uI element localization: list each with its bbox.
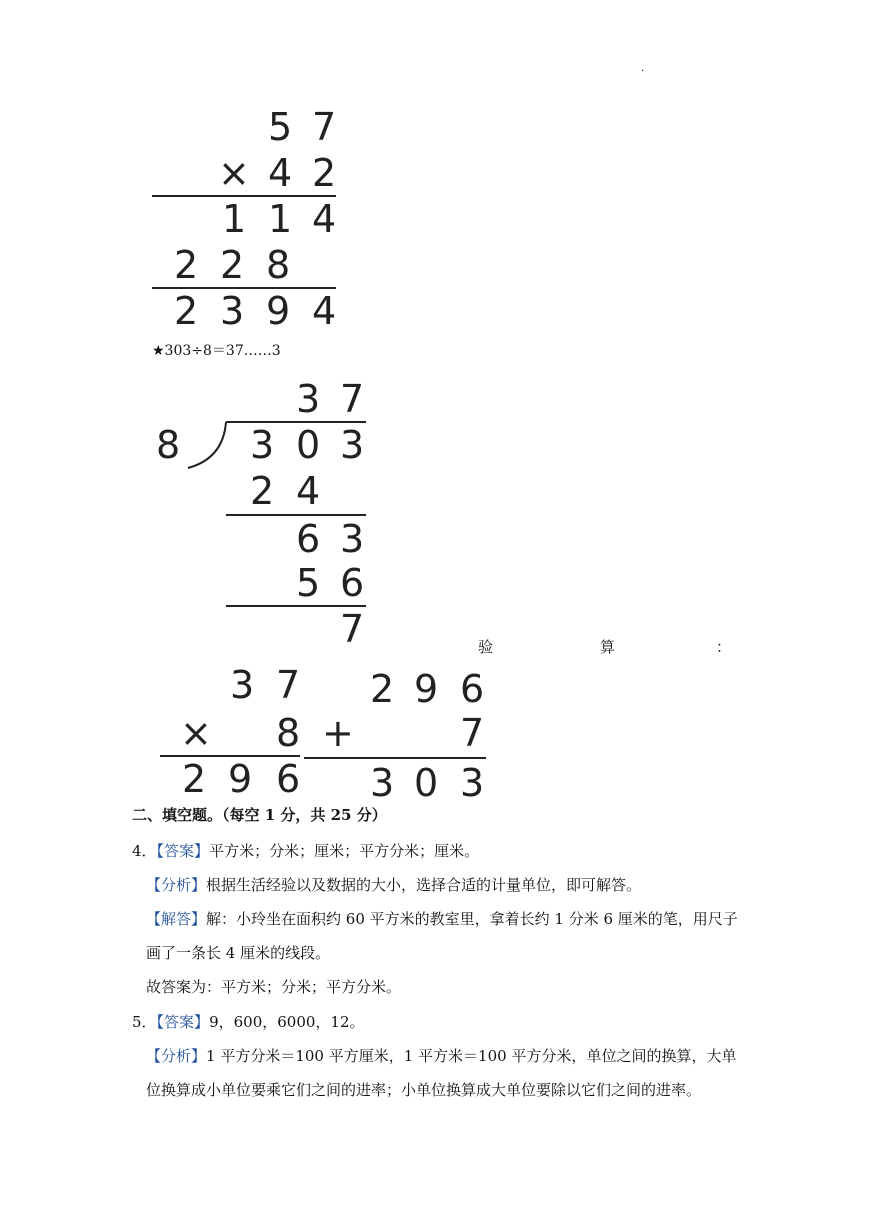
digit: 3 [220, 289, 245, 333]
answer-tag: 【答案】 [156, 1013, 210, 1031]
digit: 2 [370, 667, 395, 711]
q4-solution-cont: 画了一条长 4 厘米的线段。 [146, 944, 331, 962]
digit: 5 [268, 105, 293, 149]
division-bracket [188, 422, 226, 468]
vertical-multiplication [152, 105, 336, 333]
q4-answer [132, 841, 479, 862]
q5-analysis-cont: 位换算成小单位要乘它们之间的进率；小单位换算成大单位要除以它们之间的进率。 [146, 1081, 702, 1099]
digit: 5 [296, 561, 321, 605]
digit: 8 [156, 423, 181, 467]
solution-text: 解：小玲坐在面积约 60 平方米的教室里，拿着长约 1 分米 6 厘米的笔，用尺子 [206, 910, 738, 928]
digit: 2 [182, 757, 207, 801]
digit: 0 [414, 761, 439, 805]
digit: 9 [228, 757, 253, 801]
answer-text: 平方米；分米；厘米；平方分米；厘米。 [209, 842, 480, 860]
digit: 4 [296, 469, 321, 513]
digit: 4 [312, 289, 337, 333]
times-sign: × [180, 711, 212, 755]
digit: 8 [266, 243, 291, 287]
digit: 3 [340, 517, 365, 561]
digit: 2 [250, 469, 275, 513]
digit: 7 [312, 105, 337, 149]
plus-sign: + [322, 711, 354, 755]
check-char: 算 [600, 638, 616, 656]
question-number: 5． [132, 1013, 157, 1031]
q4-solution [146, 909, 738, 930]
digit: 6 [340, 561, 365, 605]
long-division [156, 377, 366, 651]
digit: 1 [268, 197, 293, 241]
digit: 6 [296, 517, 321, 561]
section-heading [132, 805, 387, 826]
answer-text: 9，600，6000，12。 [209, 1013, 365, 1031]
digit: 4 [268, 151, 293, 195]
digit: 3 [340, 423, 365, 467]
digit: 3 [460, 761, 485, 805]
digit: 2 [174, 243, 199, 287]
section-title: 二、填空题。 [132, 806, 223, 824]
analysis-tag: 【分析】 [146, 1047, 207, 1065]
digit: 8 [276, 711, 301, 755]
q5-analysis [146, 1046, 736, 1067]
corner-mark: · [641, 66, 645, 77]
analysis-text: 根据生活经验以及数据的大小，选择合适的计量单位，即可解答。 [206, 876, 642, 894]
division-equation: ★303÷8＝37……3 [152, 343, 281, 359]
check-char: 验 [478, 638, 494, 656]
question-number: 4． [132, 842, 157, 860]
digit: 3 [230, 663, 255, 707]
digit: 9 [266, 289, 291, 333]
solution-tag: 【解答】 [146, 910, 207, 928]
digit: 2 [220, 243, 245, 287]
analysis-tag: 【分析】 [146, 876, 207, 894]
digit: 7 [340, 607, 365, 651]
digit: 2 [174, 289, 199, 333]
times-sign: × [218, 151, 250, 195]
analysis-text: 1 平方分米＝100 平方厘米，1 平方米＝100 平方分米，单位之间的换算，大单 [206, 1047, 737, 1065]
verify-addition [304, 667, 486, 805]
digit: 2 [312, 151, 337, 195]
verify-multiplication [160, 663, 300, 801]
q4-analysis [146, 875, 641, 896]
q4-final: 故答案为：平方米；分米；平方分米。 [146, 978, 402, 996]
section-note: （每空 1 分，共 25 分） [222, 806, 387, 824]
answer-tag: 【答案】 [156, 842, 210, 860]
digit: 7 [340, 377, 365, 421]
digit: 7 [460, 711, 485, 755]
digit: 3 [370, 761, 395, 805]
digit: 7 [276, 663, 301, 707]
digit: 3 [250, 423, 275, 467]
digit: 6 [276, 757, 301, 801]
digit: 1 [222, 197, 247, 241]
digit: 6 [460, 667, 485, 711]
digit: 4 [312, 197, 337, 241]
q5-answer [132, 1012, 365, 1033]
check-char: ： [716, 638, 732, 656]
digit: 3 [296, 377, 321, 421]
digit: 9 [414, 667, 439, 711]
digit: 0 [296, 423, 321, 467]
